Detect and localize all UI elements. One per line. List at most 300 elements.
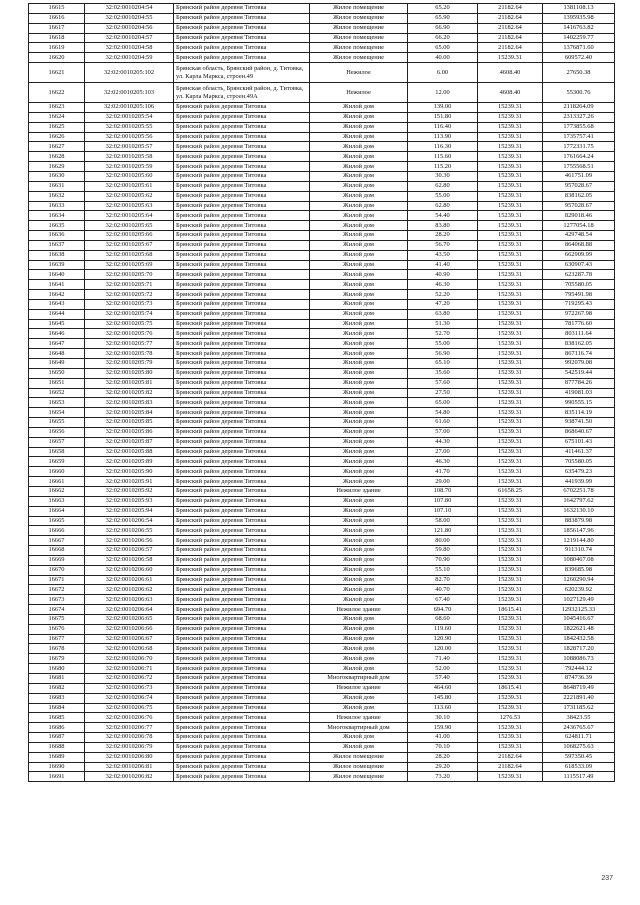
table-row bbox=[29, 447, 615, 457]
cadastral-number-cell: 32:02:0010206:81 bbox=[85, 762, 174, 772]
row-number-cell: 16640 bbox=[29, 270, 85, 280]
cadastral-number-cell: 32:02:0010206:76 bbox=[85, 713, 174, 723]
unit-value-cell: 15239.31 bbox=[478, 221, 543, 231]
row-number-cell: 16643 bbox=[29, 299, 85, 309]
table-row bbox=[29, 43, 615, 53]
cadastral-number-cell: 32:02:0010205:94 bbox=[85, 506, 174, 516]
address-cell: Брянский район деревня Титовка bbox=[174, 132, 310, 142]
row-number-cell: 16663 bbox=[29, 496, 85, 506]
row-number-cell: 16623 bbox=[29, 103, 85, 113]
cadastral-value-cell: 2221891.40 bbox=[543, 693, 615, 703]
row-number-cell: 16648 bbox=[29, 349, 85, 359]
cadastral-value-cell: 1395935.98 bbox=[543, 13, 615, 23]
table-row bbox=[29, 53, 615, 63]
object-type-cell: Жилой дом bbox=[310, 644, 408, 654]
unit-value-cell: 15239.31 bbox=[478, 447, 543, 457]
address-cell: Брянский район деревня Титовка bbox=[174, 250, 310, 260]
cadastral-number-cell: 32:02:0010204:56 bbox=[85, 23, 174, 33]
area-cell: 107.10 bbox=[408, 506, 478, 516]
cadastral-number-cell: 32:02:0010205:54 bbox=[85, 112, 174, 122]
object-type-cell: Жилой дом bbox=[310, 103, 408, 113]
cadastral-number-cell: 32:02:0010205:76 bbox=[85, 329, 174, 339]
object-type-cell: Жилой дом bbox=[310, 349, 408, 359]
cadastral-value-cell: 2313327.26 bbox=[543, 112, 615, 122]
address-cell: Брянский район деревня Титовка bbox=[174, 378, 310, 388]
table-row bbox=[29, 329, 615, 339]
cadastral-value-cell: 868640.67 bbox=[543, 427, 615, 437]
row-number-cell: 16637 bbox=[29, 240, 85, 250]
cadastral-value-cell: 1856147.96 bbox=[543, 526, 615, 536]
address-cell: Брянский район деревня Титовка bbox=[174, 171, 310, 181]
table-row bbox=[29, 664, 615, 674]
table-row bbox=[29, 742, 615, 752]
address-cell: Брянский район деревня Титовка bbox=[174, 742, 310, 752]
address-cell: Брянский район деревня Титовка bbox=[174, 211, 310, 221]
cadastral-value-cell: 597350.45 bbox=[543, 752, 615, 762]
cadastral-value-cell: 542519.44 bbox=[543, 368, 615, 378]
cadastral-number-cell: 32:02:0010205:90 bbox=[85, 467, 174, 477]
object-type-cell: Жилой дом bbox=[310, 152, 408, 162]
cadastral-value-cell: 1068275.63 bbox=[543, 742, 615, 752]
unit-value-cell: 15239.31 bbox=[478, 299, 543, 309]
cadastral-number-cell: 32:02:0010206:55 bbox=[85, 526, 174, 536]
cadastral-value-cell: 2436765.67 bbox=[543, 723, 615, 733]
address-cell: Брянский район деревня Титовка bbox=[174, 122, 310, 132]
object-type-cell: Жилой дом bbox=[310, 270, 408, 280]
cadastral-value-cell: 38423.55 bbox=[543, 713, 615, 723]
address-cell: Брянский район деревня Титовка bbox=[174, 565, 310, 575]
table-row bbox=[29, 191, 615, 201]
unit-value-cell: 15239.31 bbox=[478, 349, 543, 359]
object-type-cell: Жилой дом bbox=[310, 122, 408, 132]
unit-value-cell: 15239.31 bbox=[478, 703, 543, 713]
row-number-cell: 16651 bbox=[29, 378, 85, 388]
cadastral-number-cell: 32:02:0010205:56 bbox=[85, 132, 174, 142]
area-cell: 56.70 bbox=[408, 240, 478, 250]
unit-value-cell: 15239.31 bbox=[478, 319, 543, 329]
row-number-cell: 16625 bbox=[29, 122, 85, 132]
object-type-cell: Жилой дом bbox=[310, 526, 408, 536]
area-cell: 30.10 bbox=[408, 713, 478, 723]
address-cell: Брянский район деревня Титовка bbox=[174, 181, 310, 191]
address-cell: Брянский район деревня Титовка bbox=[174, 270, 310, 280]
row-number-cell: 16669 bbox=[29, 555, 85, 565]
cadastral-value-cell: 8648719.49 bbox=[543, 683, 615, 693]
table-row bbox=[29, 388, 615, 398]
table-row bbox=[29, 418, 615, 428]
address-cell: Брянский район деревня Титовка bbox=[174, 23, 310, 33]
address-cell: Брянский район деревня Титовка bbox=[174, 585, 310, 595]
object-type-cell: Жилой дом bbox=[310, 733, 408, 743]
address-cell: Брянский район деревня Титовка bbox=[174, 693, 310, 703]
row-number-cell: 16654 bbox=[29, 408, 85, 418]
row-number-cell: 16670 bbox=[29, 565, 85, 575]
address-cell: Брянский район деревня Титовка bbox=[174, 526, 310, 536]
cadastral-value-cell: 867116.74 bbox=[543, 349, 615, 359]
unit-value-cell: 15239.31 bbox=[478, 240, 543, 250]
cadastral-value-cell: 1822621.48 bbox=[543, 624, 615, 634]
area-cell: 47.20 bbox=[408, 299, 478, 309]
table-row bbox=[29, 171, 615, 181]
object-type-cell: Жилой дом bbox=[310, 132, 408, 142]
row-number-cell: 16634 bbox=[29, 211, 85, 221]
unit-value-cell: 4608.40 bbox=[478, 63, 543, 83]
object-type-cell: Жилой дом bbox=[310, 496, 408, 506]
row-number-cell: 16690 bbox=[29, 762, 85, 772]
unit-value-cell: 15239.31 bbox=[478, 457, 543, 467]
table-row bbox=[29, 526, 615, 536]
table-row bbox=[29, 693, 615, 703]
cadastral-number-cell: 32:02:0010205:78 bbox=[85, 349, 174, 359]
unit-value-cell: 21182.64 bbox=[478, 13, 543, 23]
area-cell: 57.60 bbox=[408, 378, 478, 388]
row-number-cell: 16622 bbox=[29, 83, 85, 103]
cadastral-value-cell: 1115517.49 bbox=[543, 772, 615, 782]
cadastral-value-cell: 27650.38 bbox=[543, 63, 615, 83]
unit-value-cell: 15239.31 bbox=[478, 231, 543, 241]
table-row bbox=[29, 290, 615, 300]
address-cell: Брянский район деревня Титовка bbox=[174, 644, 310, 654]
object-type-cell: Жилой дом bbox=[310, 654, 408, 664]
table-row bbox=[29, 162, 615, 172]
cadastral-value-cell: 623287.78 bbox=[543, 270, 615, 280]
unit-value-cell: 15239.31 bbox=[478, 536, 543, 546]
object-type-cell: Жилой дом bbox=[310, 536, 408, 546]
cadastral-value-cell: 992079.08 bbox=[543, 359, 615, 369]
cadastral-value-cell: 803111.64 bbox=[543, 329, 615, 339]
cadastral-number-cell: 32:02:0010205:102 bbox=[85, 63, 174, 83]
cadastral-number-cell: 32:02:0010205:65 bbox=[85, 221, 174, 231]
unit-value-cell: 15239.31 bbox=[478, 359, 543, 369]
address-cell: Брянский район деревня Титовка bbox=[174, 290, 310, 300]
row-number-cell: 16617 bbox=[29, 23, 85, 33]
area-cell: 115.60 bbox=[408, 152, 478, 162]
area-cell: 55.10 bbox=[408, 565, 478, 575]
address-cell: Брянский район деревня Титовка bbox=[174, 388, 310, 398]
address-cell: Брянский район деревня Титовка bbox=[174, 762, 310, 772]
table-row bbox=[29, 477, 615, 487]
area-cell: 40.70 bbox=[408, 585, 478, 595]
object-type-cell: Жилой дом bbox=[310, 585, 408, 595]
area-cell: 52.20 bbox=[408, 290, 478, 300]
page-number: 237 bbox=[601, 875, 613, 882]
cadastral-value-cell: 6702251.78 bbox=[543, 486, 615, 496]
address-cell: Брянский район деревня Титовка bbox=[174, 162, 310, 172]
object-type-cell: Жилой дом bbox=[310, 575, 408, 585]
area-cell: 30.30 bbox=[408, 171, 478, 181]
cadastral-number-cell: 32:02:0010205:70 bbox=[85, 270, 174, 280]
row-number-cell: 16628 bbox=[29, 152, 85, 162]
address-cell: Брянский район деревня Титовка bbox=[174, 201, 310, 211]
cadastral-value-cell: 419081.03 bbox=[543, 388, 615, 398]
row-number-cell: 16679 bbox=[29, 654, 85, 664]
row-number-cell: 16638 bbox=[29, 250, 85, 260]
cadastral-number-cell: 32:02:0010205:88 bbox=[85, 447, 174, 457]
unit-value-cell: 15239.31 bbox=[478, 664, 543, 674]
unit-value-cell: 15239.31 bbox=[478, 339, 543, 349]
unit-value-cell: 4608.40 bbox=[478, 83, 543, 103]
address-cell: Брянский район деревня Титовка bbox=[174, 614, 310, 624]
area-cell: 139.00 bbox=[408, 103, 478, 113]
address-cell: Брянский район деревня Титовка bbox=[174, 152, 310, 162]
address-cell: Брянский район деревня Титовка bbox=[174, 624, 310, 634]
table-row bbox=[29, 211, 615, 221]
unit-value-cell: 15239.31 bbox=[478, 742, 543, 752]
area-cell: 61.60 bbox=[408, 418, 478, 428]
object-type-cell: Жилой дом bbox=[310, 408, 408, 418]
object-type-cell: Жилой дом bbox=[310, 703, 408, 713]
unit-value-cell: 15239.31 bbox=[478, 211, 543, 221]
table-row bbox=[29, 723, 615, 733]
unit-value-cell: 15239.31 bbox=[478, 585, 543, 595]
table-row bbox=[29, 644, 615, 654]
area-cell: 145.80 bbox=[408, 693, 478, 703]
row-number-cell: 16662 bbox=[29, 486, 85, 496]
cadastral-value-cell: 938741.50 bbox=[543, 418, 615, 428]
unit-value-cell: 15239.31 bbox=[478, 171, 543, 181]
row-number-cell: 16645 bbox=[29, 319, 85, 329]
table-row bbox=[29, 674, 615, 684]
address-cell: Брянский район деревня Титовка bbox=[174, 467, 310, 477]
table-row bbox=[29, 83, 615, 103]
unit-value-cell: 15239.31 bbox=[478, 388, 543, 398]
area-cell: 80.00 bbox=[408, 536, 478, 546]
object-type-cell: Жилой дом bbox=[310, 368, 408, 378]
table-row bbox=[29, 634, 615, 644]
table-row bbox=[29, 467, 615, 477]
cadastral-number-cell: 32:02:0010205:73 bbox=[85, 299, 174, 309]
unit-value-cell: 15239.31 bbox=[478, 250, 543, 260]
object-type-cell: Жилой дом bbox=[310, 555, 408, 565]
row-number-cell: 16653 bbox=[29, 398, 85, 408]
cadastral-number-cell: 32:02:0010206:60 bbox=[85, 565, 174, 575]
row-number-cell: 16659 bbox=[29, 457, 85, 467]
table-row bbox=[29, 536, 615, 546]
cadastral-value-cell: 1381108.13 bbox=[543, 4, 615, 14]
table-row bbox=[29, 152, 615, 162]
cadastral-number-cell: 32:02:0010205:93 bbox=[85, 496, 174, 506]
table-row bbox=[29, 201, 615, 211]
row-number-cell: 16641 bbox=[29, 280, 85, 290]
cadastral-value-cell: 2118264.09 bbox=[543, 103, 615, 113]
object-type-cell: Жилой дом bbox=[310, 171, 408, 181]
cadastral-value-cell: 990555.15 bbox=[543, 398, 615, 408]
address-cell: Брянский район деревня Титовка bbox=[174, 752, 310, 762]
object-type-cell: Жилой дом bbox=[310, 260, 408, 270]
unit-value-cell: 15239.31 bbox=[478, 368, 543, 378]
object-type-cell: Жилой дом bbox=[310, 181, 408, 191]
object-type-cell: Жилой дом bbox=[310, 398, 408, 408]
area-cell: 58.00 bbox=[408, 516, 478, 526]
table-row bbox=[29, 546, 615, 556]
row-number-cell: 16658 bbox=[29, 447, 85, 457]
unit-value-cell: 15239.31 bbox=[478, 575, 543, 585]
object-type-cell: Многоквартирный дом bbox=[310, 674, 408, 684]
table-row bbox=[29, 683, 615, 693]
table-row bbox=[29, 516, 615, 526]
address-cell: Брянский район деревня Титовка bbox=[174, 496, 310, 506]
cadastral-number-cell: 32:02:0010206:63 bbox=[85, 595, 174, 605]
cadastral-number-cell: 32:02:0010205:85 bbox=[85, 418, 174, 428]
cadastral-number-cell: 32:02:0010205:72 bbox=[85, 290, 174, 300]
object-type-cell: Жилое помещение bbox=[310, 13, 408, 23]
table-row bbox=[29, 250, 615, 260]
cadastral-number-cell: 32:02:0010205:67 bbox=[85, 240, 174, 250]
object-type-cell: Жилой дом bbox=[310, 634, 408, 644]
row-number-cell: 16655 bbox=[29, 418, 85, 428]
table-row bbox=[29, 103, 615, 113]
object-type-cell: Жилой дом bbox=[310, 595, 408, 605]
address-cell: Брянский район деревня Титовка bbox=[174, 536, 310, 546]
table-row bbox=[29, 368, 615, 378]
cadastral-number-cell: 32:02:0010205:64 bbox=[85, 211, 174, 221]
area-cell: 113.60 bbox=[408, 703, 478, 713]
cadastral-number-cell: 32:02:0010206:58 bbox=[85, 555, 174, 565]
row-number-cell: 16621 bbox=[29, 63, 85, 83]
table-row bbox=[29, 575, 615, 585]
row-number-cell: 16644 bbox=[29, 309, 85, 319]
cadastral-number-cell: 32:02:0010204:55 bbox=[85, 13, 174, 23]
cadastral-value-cell: 635479.23 bbox=[543, 467, 615, 477]
row-number-cell: 16661 bbox=[29, 477, 85, 487]
area-cell: 66.90 bbox=[408, 23, 478, 33]
area-cell: 52.00 bbox=[408, 664, 478, 674]
cadastral-value-cell: 411461.37 bbox=[543, 447, 615, 457]
cadastral-number-cell: 32:02:0010205:69 bbox=[85, 260, 174, 270]
area-cell: 12.00 bbox=[408, 83, 478, 103]
object-type-cell: Жилой дом bbox=[310, 506, 408, 516]
cadastral-number-cell: 32:02:0010205:106 bbox=[85, 103, 174, 113]
cadastral-number-cell: 32:02:0010206:72 bbox=[85, 674, 174, 684]
cadastral-number-cell: 32:02:0010205:81 bbox=[85, 378, 174, 388]
object-type-cell: Жилой дом bbox=[310, 427, 408, 437]
address-cell: Брянский район деревня Титовка bbox=[174, 418, 310, 428]
cadastral-number-cell: 32:02:0010206:62 bbox=[85, 585, 174, 595]
row-number-cell: 16649 bbox=[29, 359, 85, 369]
table-row bbox=[29, 772, 615, 782]
area-cell: 159.90 bbox=[408, 723, 478, 733]
address-cell: Брянский район деревня Титовка bbox=[174, 595, 310, 605]
cadastral-value-table bbox=[28, 3, 615, 782]
cadastral-number-cell: 32:02:0010205:55 bbox=[85, 122, 174, 132]
unit-value-cell: 15239.31 bbox=[478, 546, 543, 556]
object-type-cell: Жилой дом bbox=[310, 299, 408, 309]
table-row bbox=[29, 595, 615, 605]
cadastral-number-cell: 32:02:0010206:73 bbox=[85, 683, 174, 693]
address-cell: Брянский район деревня Титовка bbox=[174, 605, 310, 615]
address-cell: Брянский район деревня Титовка bbox=[174, 555, 310, 565]
area-cell: 66.20 bbox=[408, 33, 478, 43]
area-cell: 116.30 bbox=[408, 142, 478, 152]
area-cell: 54.80 bbox=[408, 408, 478, 418]
cadastral-value-cell: 705580.05 bbox=[543, 457, 615, 467]
object-type-cell: Жилой дом bbox=[310, 240, 408, 250]
table-row bbox=[29, 63, 615, 83]
cadastral-number-cell: 32:02:0010204:59 bbox=[85, 53, 174, 63]
row-number-cell: 16684 bbox=[29, 703, 85, 713]
cadastral-value-cell: 1080467.08 bbox=[543, 555, 615, 565]
unit-value-cell: 21182.64 bbox=[478, 33, 543, 43]
row-number-cell: 16691 bbox=[29, 772, 85, 782]
cadastral-number-cell: 32:02:0010206:54 bbox=[85, 516, 174, 526]
unit-value-cell: 15239.31 bbox=[478, 260, 543, 270]
area-cell: 65.10 bbox=[408, 359, 478, 369]
area-cell: 65.00 bbox=[408, 398, 478, 408]
cadastral-number-cell: 32:02:0010206:80 bbox=[85, 752, 174, 762]
address-cell: Брянский район деревня Титовка bbox=[174, 309, 310, 319]
row-number-cell: 16665 bbox=[29, 516, 85, 526]
cadastral-value-cell: 705580.05 bbox=[543, 280, 615, 290]
cadastral-number-cell: 32:02:0010205:77 bbox=[85, 339, 174, 349]
table-row bbox=[29, 319, 615, 329]
unit-value-cell: 15239.31 bbox=[478, 378, 543, 388]
area-cell: 113.90 bbox=[408, 132, 478, 142]
cadastral-value-cell: 957028.67 bbox=[543, 181, 615, 191]
table-row bbox=[29, 427, 615, 437]
object-type-cell: Нежилое здание bbox=[310, 605, 408, 615]
table-row bbox=[29, 33, 615, 43]
row-number-cell: 16671 bbox=[29, 575, 85, 585]
cadastral-value-cell: 429748.54 bbox=[543, 231, 615, 241]
object-type-cell: Нежилое bbox=[310, 63, 408, 83]
address-cell: Брянский район деревня Титовка bbox=[174, 437, 310, 447]
cadastral-number-cell: 32:02:0010205:86 bbox=[85, 427, 174, 437]
area-cell: 35.60 bbox=[408, 368, 478, 378]
address-cell: Брянский район деревня Титовка bbox=[174, 112, 310, 122]
cadastral-value-cell: 1277054.18 bbox=[543, 221, 615, 231]
table-row bbox=[29, 349, 615, 359]
row-number-cell: 16660 bbox=[29, 467, 85, 477]
address-cell: Брянский район деревня Титовка bbox=[174, 664, 310, 674]
area-cell: 120.90 bbox=[408, 634, 478, 644]
object-type-cell: Жилой дом bbox=[310, 624, 408, 634]
unit-value-cell: 15239.31 bbox=[478, 437, 543, 447]
object-type-cell: Жилой дом bbox=[310, 664, 408, 674]
object-type-cell: Жилой дом bbox=[310, 191, 408, 201]
cadastral-value-cell: 1731185.62 bbox=[543, 703, 615, 713]
table-row bbox=[29, 713, 615, 723]
address-cell: Брянская область, Брянский район, д. Титовка, ул. Карла Маркса, строен.49А bbox=[174, 83, 310, 103]
area-cell: 65.00 bbox=[408, 43, 478, 53]
address-cell: Брянский район деревня Титовка bbox=[174, 329, 310, 339]
row-number-cell: 16673 bbox=[29, 595, 85, 605]
cadastral-value-cell: 839685.98 bbox=[543, 565, 615, 575]
table-row bbox=[29, 437, 615, 447]
area-cell: 68.60 bbox=[408, 614, 478, 624]
row-number-cell: 16657 bbox=[29, 437, 85, 447]
unit-value-cell: 15239.31 bbox=[478, 201, 543, 211]
cadastral-number-cell: 32:02:0010206:75 bbox=[85, 703, 174, 713]
cadastral-value-cell: 864068.88 bbox=[543, 240, 615, 250]
object-type-cell: Жилой дом bbox=[310, 280, 408, 290]
table-row bbox=[29, 457, 615, 467]
object-type-cell: Жилой дом bbox=[310, 388, 408, 398]
unit-value-cell: 15239.31 bbox=[478, 290, 543, 300]
table-row bbox=[29, 762, 615, 772]
object-type-cell: Жилой дом bbox=[310, 231, 408, 241]
unit-value-cell: 15239.31 bbox=[478, 418, 543, 428]
table-row bbox=[29, 408, 615, 418]
cadastral-value-cell: 12932125.33 bbox=[543, 605, 615, 615]
address-cell: Брянский район деревня Титовка bbox=[174, 368, 310, 378]
cadastral-number-cell: 32:02:0010205:79 bbox=[85, 359, 174, 369]
address-cell: Брянский район деревня Титовка bbox=[174, 477, 310, 487]
unit-value-cell: 15239.31 bbox=[478, 595, 543, 605]
row-number-cell: 16656 bbox=[29, 427, 85, 437]
object-type-cell: Жилой дом bbox=[310, 221, 408, 231]
cadastral-value-cell: 1376871.60 bbox=[543, 43, 615, 53]
cadastral-number-cell: 32:02:0010204:58 bbox=[85, 43, 174, 53]
